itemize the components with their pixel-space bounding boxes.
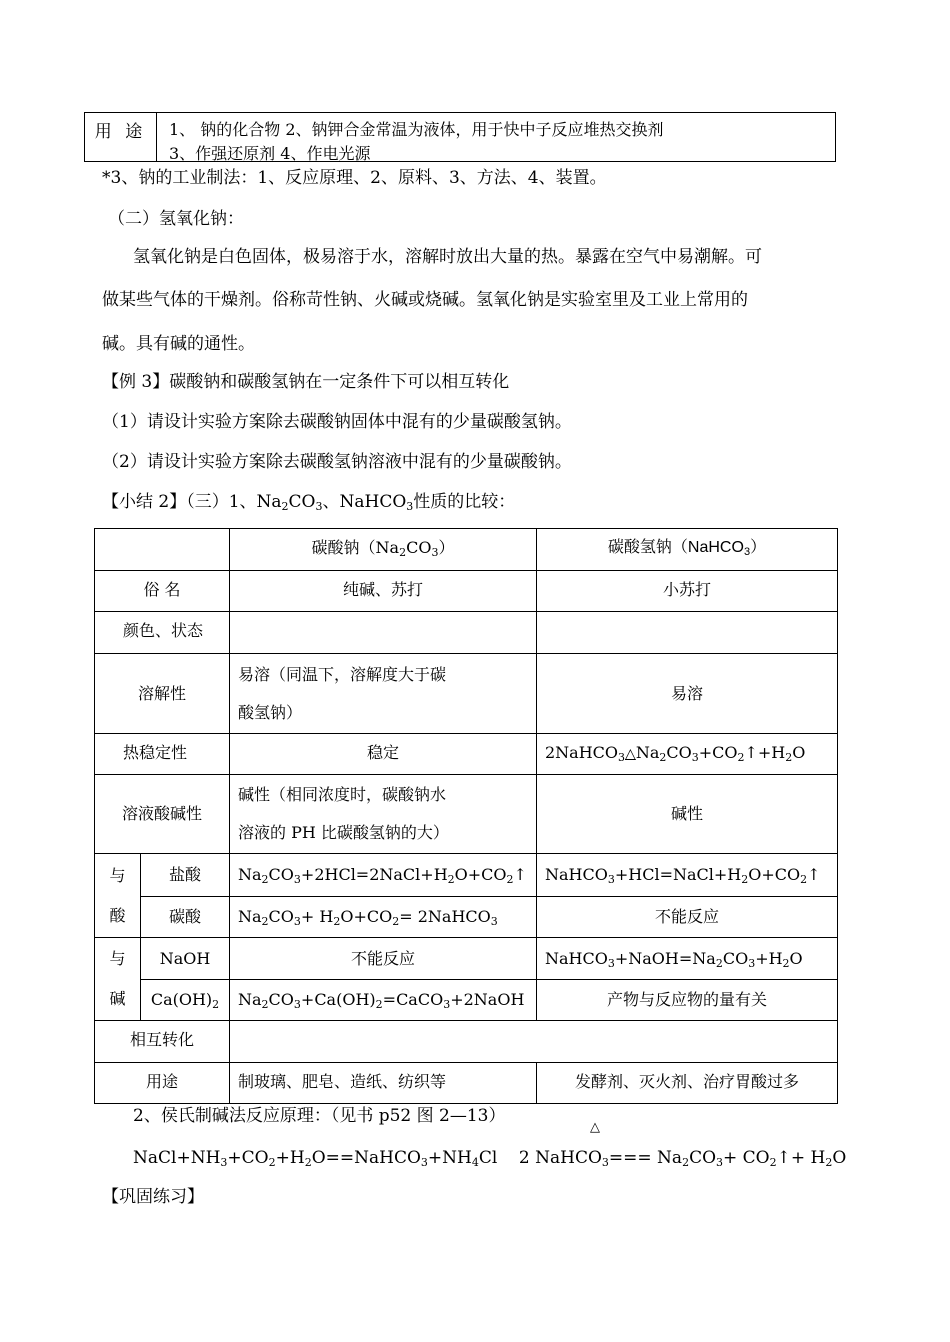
summary-2-heading: 【小结 2】（三）1、$Na_2CO_3$、NaHCO$_3$性质的比较： bbox=[102, 492, 516, 513]
naoh-paragraph-line-3: 碱。具有碱的通性。 bbox=[102, 334, 255, 354]
hou-method-equation: $NaCl+NH_3+CO_2+H_2O==NaHCO_3+NH_4Cl$ 2 NaHCO$_3$=== $Na_2CO_3+$ $CO_2↑+ H_2O$ bbox=[133, 1148, 847, 1169]
table-corner-cell bbox=[95, 529, 230, 571]
table-row bbox=[95, 980, 838, 1021]
table-row bbox=[95, 897, 838, 938]
row-label-solubility: 溶解性 bbox=[95, 654, 230, 734]
nahco3-carbonic-acid: 不能反应 bbox=[537, 897, 838, 938]
table-row bbox=[95, 854, 838, 897]
row-label-naoh: NaOH bbox=[141, 938, 230, 980]
header-nahco3: 碳酸氢钠（NaHCO$_3$） bbox=[537, 529, 838, 571]
row-label-hcl: 盐酸 bbox=[141, 854, 230, 897]
table-row bbox=[95, 529, 838, 571]
nahco3-common-name: 小苏打 bbox=[537, 571, 838, 612]
naoh-heading: （二）氢氧化钠： bbox=[108, 209, 244, 229]
nahco3-solubility: 易溶 bbox=[537, 654, 838, 734]
table-row bbox=[95, 1063, 838, 1104]
row-label-interconversion: 相互转化 bbox=[95, 1021, 230, 1063]
na2co3-acidity: 碱性（相同浓度时，碳酸钠水 溶液的 PH 比碳酸氢钠的大） bbox=[230, 775, 537, 854]
na2co3-hcl: $Na_2CO_3+2HCl=2NaCl+H_2O+CO_2↑$ bbox=[230, 854, 537, 897]
na2co3-carbonic-acid: $Na_2CO_3+ H_2O+CO_2=$ 2NaHCO$_3$ bbox=[230, 897, 537, 938]
header-na2co3: 碳酸钠$(Na_2CO_3)$ bbox=[230, 529, 537, 571]
row-label-common-name: 俗 名 bbox=[95, 571, 230, 612]
na2co3-caoh2: $Na_2CO_3+Ca(OH)_2=CaCO_3+2NaOH$ bbox=[230, 980, 537, 1021]
na2co3-thermal-stability: 稳定 bbox=[230, 734, 537, 775]
heat-triangle-icon: △ bbox=[625, 746, 636, 762]
row-label-caoh2: $Ca(OH)_2$ bbox=[141, 980, 230, 1021]
row-label-color-state: 颜色、状态 bbox=[95, 612, 230, 654]
row-label-thermal-stability: 热稳定性 bbox=[95, 734, 230, 775]
example-3-q1: （1）请设计实验方案除去碳酸钠固体中混有的少量碳酸氢钠。 bbox=[102, 412, 572, 432]
na2co3-common-name: 纯碱、苏打 bbox=[230, 571, 537, 612]
na2co3-solubility: 易溶（同温下，溶解度大于碳 酸氢钠） bbox=[230, 654, 537, 734]
hou-method-heading: 2、侯氏制碱法反应原理：（见书 p52 图 2—13） bbox=[133, 1106, 506, 1126]
na2co3-uses: 制玻璃、肥皂、造纸、纺织等 bbox=[230, 1063, 537, 1104]
usage-box bbox=[84, 112, 836, 162]
group-label-with-base: 与 碱 bbox=[95, 938, 141, 1021]
heat-triangle-icon: △ bbox=[590, 1120, 600, 1135]
na2co3-naoh: 不能反应 bbox=[230, 938, 537, 980]
comparison-table bbox=[94, 528, 838, 1104]
naoh-paragraph-line-2: 做某些气体的干燥剂。俗称苛性钠、火碱或烧碱。氢氧化钠是实验室里及工业上常用的 bbox=[102, 290, 748, 310]
table-row bbox=[95, 938, 838, 980]
usage-line-1: 1、 钠的化合物 2、钠钾合金常温为液体，用于快中子反应堆热交换剂 bbox=[169, 120, 664, 139]
example-3-title: 【例 3】碳酸钠和碳酸氢钠在一定条件下可以相互转化 bbox=[102, 372, 510, 392]
nahco3-naoh: $NaHCO_3+NaOH=Na_2CO_3+H_2O$ bbox=[537, 938, 838, 980]
naoh-paragraph-line-1: 氢氧化钠是白色固体，极易溶于水，溶解时放出大量的热。暴露在空气中易潮解。可 bbox=[133, 247, 762, 267]
usage-line-2: 3、作强还原剂 4、作电光源 bbox=[169, 144, 371, 163]
table-row bbox=[95, 571, 838, 612]
table-row bbox=[95, 734, 838, 775]
table-row bbox=[95, 654, 838, 734]
nahco3-uses: 发酵剂、灭火剂、治疗胃酸过多 bbox=[537, 1063, 838, 1104]
nahco3-caoh2: 产物与反应物的量有关 bbox=[537, 980, 838, 1021]
usage-label: 用 途 bbox=[85, 113, 157, 161]
na2co3-color-state bbox=[230, 612, 537, 654]
example-3-q2: （2）请设计实验方案除去碳酸氢钠溶液中混有的少量碳酸钠。 bbox=[102, 452, 572, 472]
nahco3-hcl: $NaHCO_3+HCl=NaCl+H_2O+CO_2↑$ bbox=[537, 854, 838, 897]
table-row bbox=[95, 775, 838, 854]
nahco3-acidity: 碱性 bbox=[537, 775, 838, 854]
row-label-carbonic-acid: 碳酸 bbox=[141, 897, 230, 938]
row-label-acidity: 溶液酸碱性 bbox=[95, 775, 230, 854]
industrial-method: *3、钠的工业制法：1、反应原理、2、原料、3、方法、4、装置。 bbox=[102, 168, 607, 188]
nahco3-thermal-stability: $2NaHCO_3\triangle Na_2CO_3+CO_2↑+H_2O$ bbox=[537, 734, 838, 775]
row-label-uses: 用途 bbox=[95, 1063, 230, 1104]
interconversion-cell bbox=[230, 1021, 838, 1063]
table-row bbox=[95, 612, 838, 654]
table-row bbox=[95, 1021, 838, 1063]
nahco3-color-state bbox=[537, 612, 838, 654]
practice-heading: 【巩固练习】 bbox=[102, 1187, 204, 1207]
group-label-with-acid: 与 酸 bbox=[95, 854, 141, 938]
